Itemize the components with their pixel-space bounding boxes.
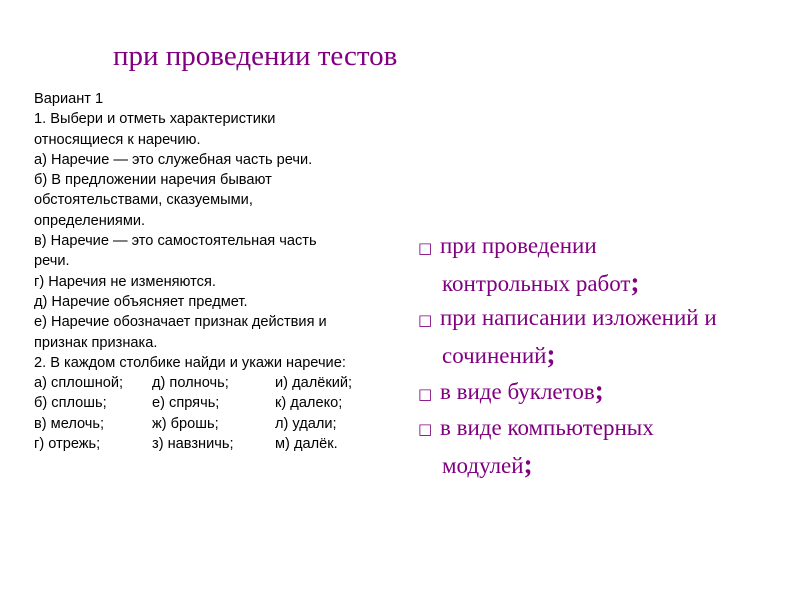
bullet-item bbox=[418, 411, 798, 447]
bullet-text: при написании изложений и bbox=[440, 305, 717, 331]
semicolon: ; bbox=[594, 375, 604, 406]
answer-row bbox=[34, 414, 414, 434]
option-g: г) Наречия не изменяются. bbox=[34, 273, 216, 290]
answer-cell: и) далёкий; bbox=[275, 375, 353, 392]
variant-heading: Вариант 1 bbox=[34, 91, 104, 107]
option-b-cont: обстоятельствами, сказуемыми, bbox=[34, 192, 253, 209]
square-bullet-icon: □ bbox=[418, 310, 433, 329]
option-a: а) Наречие — это служебная часть речи. bbox=[34, 151, 313, 168]
semicolon: ; bbox=[546, 338, 556, 369]
test-content bbox=[34, 89, 414, 454]
slide-title: при проведении тестов bbox=[113, 40, 398, 72]
option-v-cont: речи. bbox=[34, 253, 70, 270]
answer-row bbox=[34, 393, 414, 413]
answer-cell: к) далеко; bbox=[275, 395, 343, 412]
answer-row bbox=[34, 373, 414, 393]
option-e-cont: признак признака. bbox=[34, 334, 158, 351]
bullet-item bbox=[418, 373, 798, 411]
bullet-item bbox=[418, 229, 798, 265]
bullet-text: сочинений bbox=[442, 342, 547, 368]
bullet-item-cont bbox=[418, 265, 798, 301]
answer-row bbox=[34, 434, 414, 454]
option-v: в) Наречие — это самостоятельная часть bbox=[34, 233, 317, 250]
square-bullet-icon: □ bbox=[418, 420, 433, 439]
question-2-text: 2. В каждом столбике найди и укажи наречие: bbox=[34, 354, 346, 371]
square-bullet-icon: □ bbox=[418, 238, 433, 257]
bullet-item-cont bbox=[418, 337, 798, 373]
semicolon: ; bbox=[523, 448, 533, 479]
answer-cell: ж) брошь; bbox=[152, 415, 219, 432]
semicolon: ; bbox=[630, 266, 640, 297]
bullet-text: в виде компьютерных bbox=[440, 414, 654, 440]
question-1-text-cont: относящиеся к наречию. bbox=[34, 131, 201, 148]
bullet-list bbox=[418, 229, 798, 483]
bullet-text: контрольных работ bbox=[442, 270, 631, 296]
answer-cell: в) мелочь; bbox=[34, 415, 105, 432]
bullet-text: в виде буклетов bbox=[440, 379, 595, 405]
answer-cell: а) сплошной; bbox=[34, 375, 124, 392]
answer-cell: м) далёк. bbox=[275, 436, 338, 453]
answer-cell: з) навзничь; bbox=[152, 436, 234, 453]
bullet-text: при проведении bbox=[440, 233, 597, 258]
question-1-text: 1. Выбери и отметь характеристики bbox=[34, 111, 276, 128]
answer-cell: д) полночь; bbox=[152, 375, 229, 392]
answer-cell: е) спрячь; bbox=[152, 395, 220, 412]
option-e: е) Наречие обозначает признак действия и bbox=[34, 314, 327, 331]
answer-cell: б) сплошь; bbox=[34, 395, 107, 412]
option-b-cont: определениями. bbox=[34, 212, 146, 229]
answer-cell: г) отрежь; bbox=[34, 436, 101, 453]
answer-cell: л) удали; bbox=[275, 415, 337, 432]
bullet-item bbox=[418, 301, 798, 337]
bullet-text: модулей bbox=[442, 452, 524, 478]
option-b: б) В предложении наречия бывают bbox=[34, 172, 272, 189]
bullet-item-cont bbox=[418, 447, 798, 483]
square-bullet-icon: □ bbox=[418, 384, 433, 403]
option-d: д) Наречие объясняет предмет. bbox=[34, 293, 248, 310]
